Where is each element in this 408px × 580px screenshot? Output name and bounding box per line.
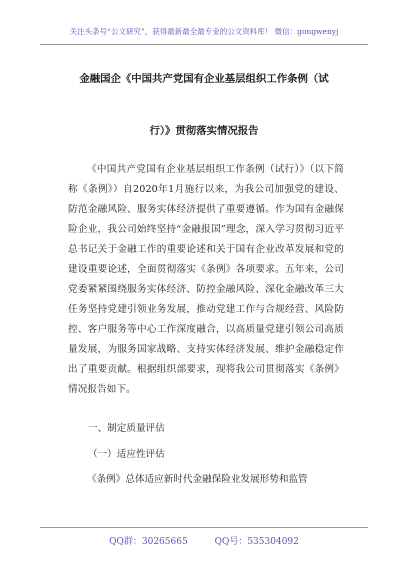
subsection-heading: （一）适应性评估: [88, 449, 165, 460]
document-title-line-1: 金融国企《中国共产党国有企业基层组织工作条例（试: [79, 73, 329, 85]
intro-paragraph: 《中国共产党国有企业基层组织工作条例（试行）》（以下简称《条例》）自2020年1月施行以来，为我公司加强党的建设、防范金融风险、服务实体经济提供了重要遵循。作为国有金融保险企业，我公司始终坚持“金融报国”理念，深入学习贯彻习近平总书记关于金融工作的重要论述和关于国有企业改革发展和党的建设重要论述，全面贯彻落实《条例》各项要求。五年来，公司党委紧紧围绕服务实体经济、防控金融风险、深化金融改革三大任务坚持党建引领业务发展，推动党建工作与合规经营、风险防控、客户服务等中心工作深度融合，以高质量党建引领公司高质量发展，为服务国家战略、支持实体经济发展、维护金融稳定作出了重要贡献。根据组织部要求，现将我公司贯彻落实《条例》情况报告如下。: [68, 164, 344, 395]
document-title-line-2: 行）》贯彻落实情况报告: [149, 125, 259, 137]
section-paragraph: 《条例》总体适应新时代金融保险业发展形势和监管: [87, 474, 308, 485]
header-divider: [40, 44, 368, 45]
footer-divider: [40, 527, 368, 528]
footer-qq-group: QQ群：30265665: [109, 537, 188, 547]
footer-qq-number: QQ号：535304092: [214, 537, 299, 547]
section-heading: 一、制定质量评估: [88, 423, 165, 434]
header-promo-banner: 关注头条号“公文研究”，获得最新最全最专业的公文资料库！ 微信：gongwenyj: [69, 27, 339, 36]
footer-contacts: [0, 534, 408, 547]
